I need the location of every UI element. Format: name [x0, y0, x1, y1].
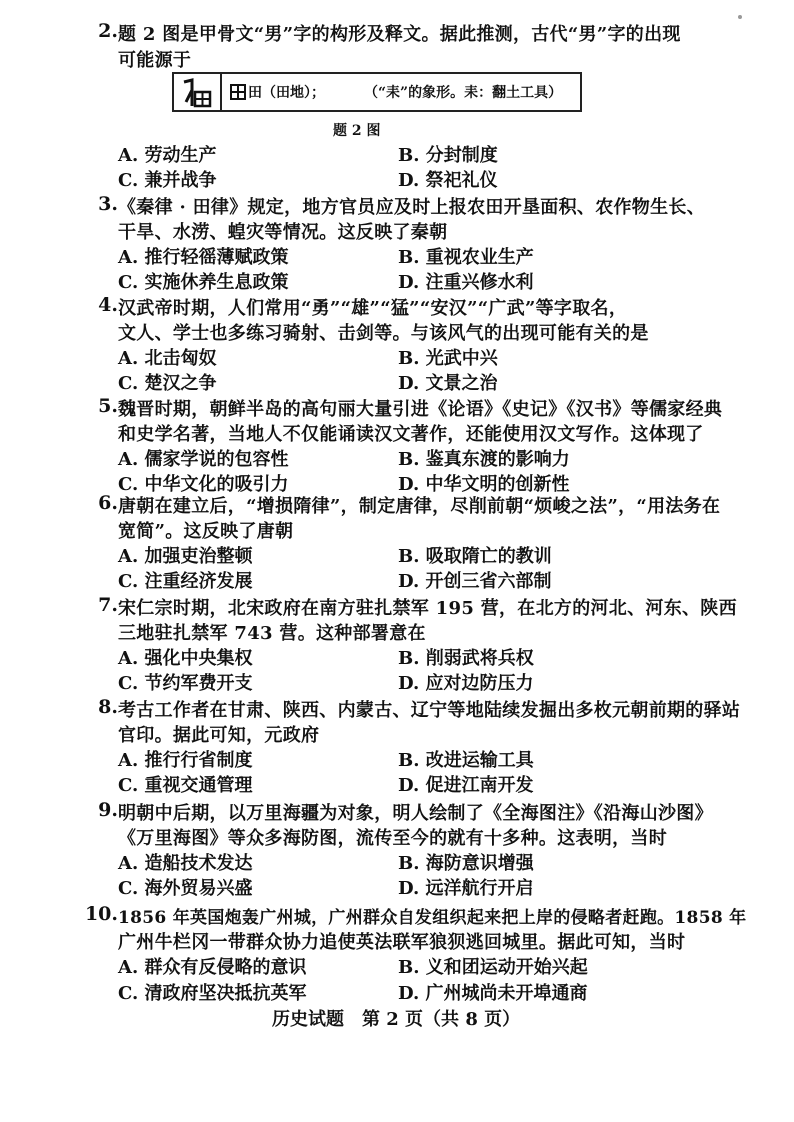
- option-d[interactable]: D. 促进江南开发: [398, 775, 534, 796]
- option-b[interactable]: B. 海防意识增强: [398, 853, 534, 874]
- question-text-line: 宋仁宗时期，北宋政府在南方驻扎禁军 195 营，在北方的河北、河东、陕西: [118, 598, 737, 619]
- figure-field-label: 田（田地）；: [248, 85, 325, 101]
- field-glyph-icon: [230, 84, 246, 100]
- option-b[interactable]: B. 鉴真东渡的影响力: [398, 449, 570, 470]
- question-4: [90, 294, 730, 394]
- option-d[interactable]: D. 广州城尚未开埠通商: [398, 983, 588, 1004]
- question-5: [90, 395, 730, 495]
- option-d[interactable]: D. 文景之治: [398, 373, 498, 394]
- option-b[interactable]: B. 光武中兴: [398, 348, 498, 369]
- option-a[interactable]: A. 推行行省制度: [118, 750, 253, 771]
- figure-caption: 题 2 图: [333, 123, 381, 139]
- question-text-line: 广州牛栏冈一带群众协力追使英法联军狼狈逃回城里。据此可知，当时: [118, 932, 686, 953]
- option-c[interactable]: C. 注重经济发展: [118, 571, 253, 592]
- question-text-line: 考古工作者在甘肃、陕西、内蒙古、辽宁等地陆续发掘出多枚元朝前期的驿站: [118, 700, 741, 721]
- question-number: 2.: [98, 20, 118, 42]
- option-c[interactable]: C. 中华文化的吸引力: [118, 474, 289, 495]
- question-9: [90, 799, 730, 899]
- oracle-bone-nan-glyph-icon: [180, 76, 214, 110]
- option-a[interactable]: A. 造船技术发达: [118, 853, 253, 874]
- option-a[interactable]: A. 劳动生产: [118, 145, 217, 166]
- option-d[interactable]: D. 应对边防压力: [398, 673, 534, 694]
- question-3: [90, 193, 730, 293]
- question-number: 7.: [98, 594, 118, 616]
- option-c[interactable]: C. 重视交通管理: [118, 775, 253, 796]
- question-number: 8.: [98, 696, 118, 718]
- option-a[interactable]: A. 群众有反侵略的意识: [118, 957, 307, 978]
- option-a[interactable]: A. 儒家学说的包容性: [118, 449, 289, 470]
- option-c[interactable]: C. 楚汉之争: [118, 373, 217, 394]
- question-text-line: 干旱、水涝、蝗灾等情况。这反映了秦朝: [118, 222, 448, 243]
- question-text-line: 官印。据此可知，元政府: [118, 725, 320, 746]
- question-number: 6.: [98, 492, 118, 514]
- option-c[interactable]: C. 清政府坚决抵抗英军: [118, 983, 307, 1004]
- option-a[interactable]: A. 推行轻徭薄赋政策: [118, 247, 289, 268]
- question-text-line: 明朝中后期，以万里海疆为对象，明人绘制了《全海图注》《沿海山沙图》: [118, 803, 713, 824]
- question-text-line: 题 2 图是甲骨文“男”字的构形及释文。据此推测，古代“男”字的出现: [118, 24, 681, 45]
- question-text-line: 1856 年英国炮轰广州城，广州群众自发组织起来把上岸的侵略者赶跑。1858 年: [118, 908, 747, 928]
- question-text-line: 三地驻扎禁军 743 营。这种部署意在: [118, 623, 426, 644]
- figure-tool-label: （“耒”的象形。耒：翻土工具）: [364, 85, 563, 101]
- question-number: 3.: [98, 193, 118, 215]
- question-number: 5.: [98, 395, 118, 417]
- question-7: [90, 594, 737, 694]
- option-c[interactable]: C. 兼并战争: [118, 170, 217, 191]
- question-2-options: [90, 141, 730, 191]
- option-b[interactable]: B. 重视农业生产: [398, 247, 534, 268]
- option-b[interactable]: B. 改进运输工具: [398, 750, 534, 771]
- oracle-bone-figure: [172, 72, 582, 112]
- option-c[interactable]: C. 海外贸易兴盛: [118, 878, 253, 899]
- question-text-line: 文人、学士也多练习骑射、击剑等。与该风气的出现可能有关的是: [118, 323, 649, 344]
- option-d[interactable]: D. 开创三省六部制: [398, 571, 552, 592]
- option-a[interactable]: A. 强化中央集权: [118, 648, 253, 669]
- question-number: 4.: [98, 294, 118, 316]
- page-footer: 历史试题 第 2 页（共 8 页）: [272, 1009, 521, 1030]
- figure-divider: [220, 74, 222, 110]
- question-number: 9.: [98, 799, 118, 821]
- option-b[interactable]: B. 分封制度: [398, 145, 498, 166]
- question-8: [90, 696, 741, 796]
- question-text-line: 可能源于: [118, 50, 192, 71]
- question-text-line: 《万里海图》等众多海防图，流传至今的就有十多种。这表明，当时: [118, 828, 667, 849]
- question-text-line: 汉武帝时期，人们常用“勇”“雄”“猛”“安汉”“广武”等字取名，: [118, 298, 628, 319]
- question-6: [90, 492, 730, 592]
- question-number: 10.: [84, 903, 118, 925]
- question-text-line: 唐朝在建立后，“增损隋律”，制定唐律，尽削前朝“烦峻之法”，“用法务在: [118, 496, 721, 517]
- option-b[interactable]: B. 削弱武将兵权: [398, 648, 534, 669]
- option-b[interactable]: B. 吸取隋亡的教训: [398, 546, 552, 567]
- option-c[interactable]: C. 实施休养生息政策: [118, 272, 289, 293]
- option-a[interactable]: A. 北击匈奴: [118, 348, 217, 369]
- option-d[interactable]: D. 注重兴修水利: [398, 272, 534, 293]
- option-d[interactable]: D. 祭祀礼仪: [398, 170, 498, 191]
- scan-speck: [738, 15, 742, 19]
- option-b[interactable]: B. 义和团运动开始兴起: [398, 957, 588, 978]
- question-10: [84, 903, 747, 1004]
- question-text-line: 魏晋时期，朝鲜半岛的高句丽大量引进《论语》《史记》《汉书》等儒家经典: [118, 399, 723, 420]
- option-a[interactable]: A. 加强吏治整顿: [118, 546, 253, 567]
- option-d[interactable]: D. 中华文明的创新性: [398, 474, 570, 495]
- question-text-line: 和史学名著，当地人不仅能诵读汉文著作，还能使用汉文写作。这体现了: [118, 424, 704, 445]
- option-c[interactable]: C. 节约军费开支: [118, 673, 253, 694]
- question-text-line: 宽简”。这反映了唐朝: [118, 521, 294, 542]
- question-text-line: 《秦律 · 田律》规定，地方官员应及时上报农田开垦面积、农作物生长、: [118, 197, 705, 218]
- option-d[interactable]: D. 远洋航行开启: [398, 878, 534, 899]
